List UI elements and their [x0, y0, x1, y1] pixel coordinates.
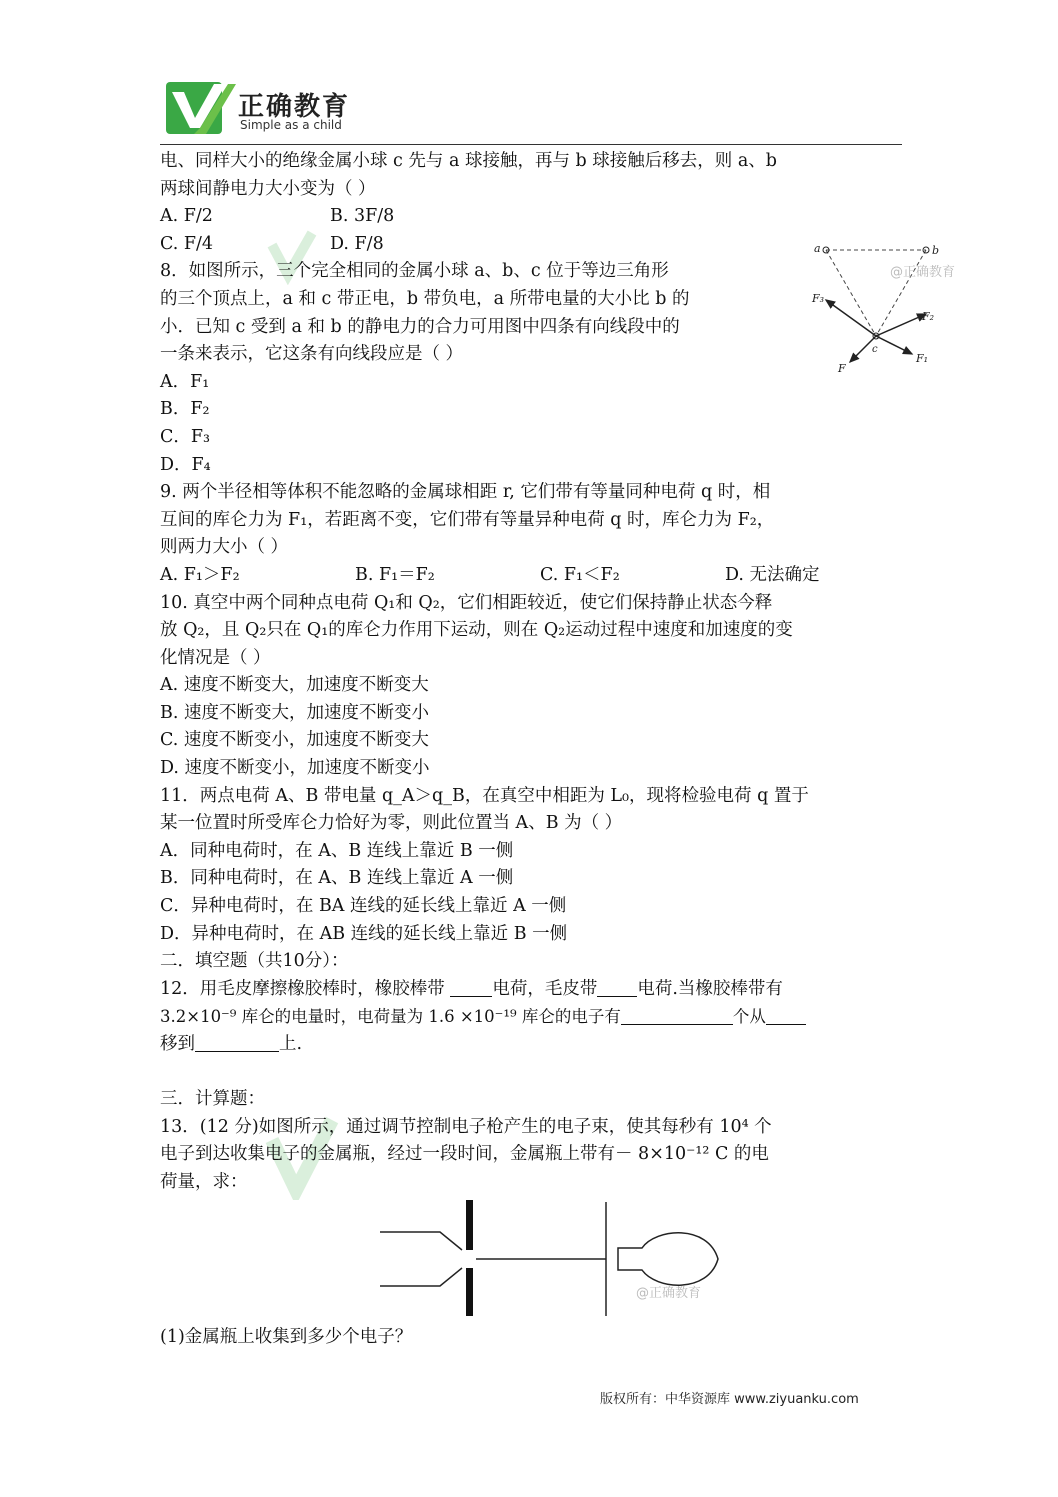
triangle-edge [826, 250, 876, 336]
arrow-f2 [876, 314, 926, 336]
question-subpart [160, 1324, 902, 1352]
option-b: B. F₁＝F₂ [355, 564, 435, 585]
text-line: 放 Q₂，且 Q₂只在 Q₁的库仑力作用下运动，则在 Q₂运动过程中速度和加速度的变 [160, 620, 793, 641]
question-body [160, 148, 902, 1197]
option-d: D. F/8 [330, 233, 384, 254]
text-line [160, 1031, 902, 1059]
label-b: b [932, 244, 940, 257]
text-fragment: 上. [279, 1034, 303, 1054]
arrow-f1 [876, 336, 912, 354]
text-line: 两球间静电力大小变为（ ） [160, 178, 376, 199]
option-c: C. 速度不断变小，加速度不断变大 [160, 730, 429, 751]
text-line: 则两力大小（ ） [160, 537, 289, 558]
text-line: 某一位置时所受库仑力恰好为零，则此位置当 A、B 为（ ） [160, 813, 623, 834]
logo-check-icon [166, 82, 236, 136]
section-heading: 二．填空题（共10分）： [160, 951, 349, 972]
page-footer: 版权所有：中华资源库 www.ziyuanku.com [600, 1392, 859, 1407]
text-line: 小．已知 c 受到 a 和 b 的静电力的合力可用图中四条有向线段中的 [160, 316, 680, 337]
text-line: 电子到达收集电子的金属瓶，经过一段时间，金属瓶上带有－ 8×10⁻¹² C 的电 [160, 1144, 769, 1165]
text-line: 互间的库仑力为 F₁，若距离不变，它们带有等量异种电荷 q 时，库仑力为 F₂， [160, 509, 775, 530]
option-a: A. 速度不断变大，加速度不断变大 [160, 675, 429, 696]
option-a: A. F₁＞F₂ [160, 564, 240, 585]
page-header [166, 82, 906, 148]
label-a: a [814, 242, 821, 255]
text-line: 化情况是（ ） [160, 647, 271, 668]
option-c: C. F₁＜F₂ [540, 564, 620, 585]
text-fragment: 12．用毛皮摩擦橡胶棒时，橡胶棒带 [160, 978, 445, 999]
text-fragment: 移到 [160, 1034, 195, 1054]
answer-blank[interactable] [597, 978, 637, 997]
text-line: 一条来表示，它这条有向线段应是（ ） [160, 344, 464, 365]
logo-subtitle: Simple as a child [240, 118, 342, 132]
option-b: B．同种电荷时，在 A、B 连线上靠近 A 一侧 [160, 868, 514, 889]
section-heading: 三．计算题： [160, 1089, 265, 1110]
text-line: 10. 真空中两个同种点电荷 Q₁和 Q₂，它们相距较近，使它们保持静止状态今释 [160, 592, 773, 613]
metal-bottle [618, 1233, 718, 1285]
text-line: (1)金属瓶上收集到多少个电子？ [160, 1327, 413, 1347]
watermark-text: @正确教育 [890, 265, 956, 280]
aperture-upper [466, 1200, 473, 1250]
answer-blank[interactable] [195, 1033, 279, 1052]
option-a: A. F/2 [160, 206, 213, 227]
option-a: A．F₁ [160, 371, 210, 392]
text-fragment: 个从 [732, 1007, 766, 1027]
text-line: 荷量，求： [160, 1171, 248, 1192]
option-a: A．同种电荷时，在 A、B 连线上靠近 B 一侧 [160, 840, 514, 861]
option-row [160, 231, 902, 259]
aperture-lower [466, 1268, 473, 1316]
text-line: 8．如图所示，三个完全相同的金属小球 a、b、c 位于等边三角形 [160, 261, 669, 282]
answer-blank[interactable] [450, 978, 492, 997]
gun-upper-plate [380, 1232, 462, 1250]
option-d: D．F₄ [160, 454, 211, 475]
text-fragment: 3.2×10⁻⁹ 库仑的电量时，电荷量为 1.6 ×10⁻¹⁹ 库仑的电子有 [160, 1007, 621, 1027]
label-c: c [872, 344, 878, 355]
option-b: B. 3F/8 [330, 206, 395, 227]
gun-lower-plate [380, 1268, 462, 1286]
label-f3: F₃ [812, 292, 825, 305]
spacer [160, 1059, 902, 1087]
option-c: C．F₃ [160, 426, 211, 447]
header-divider [160, 144, 902, 145]
label-f2: F₂ [922, 310, 935, 323]
watermark-text: @正确教育 [636, 1286, 702, 1301]
text-fragment: 电荷，毛皮带 [492, 978, 598, 999]
arrow-f3 [826, 300, 876, 336]
text-line: 9. 两个半径相等体积不能忽略的金属球相距 r, 它们带有等量同种电荷 q 时，相 [160, 482, 771, 503]
option-b: B. 速度不断变大，加速度不断变小 [160, 702, 429, 723]
text-line: 的三个顶点上，a 和 c 带正电，b 带负电，a 所带电量的大小比 b 的 [160, 288, 690, 309]
text-line [160, 1003, 902, 1031]
option-row [160, 203, 902, 231]
text-line: 11．两点电荷 A、B 带电量 q_A＞q_B，在真空中相距为 L₀，现将检验电荷 q 置于 [160, 785, 809, 806]
text-line: 13．(12 分)如图所示，通过调节控制电子枪产生的电子束，使其每秒有 10⁴ 个 [160, 1116, 772, 1137]
option-d: D. 速度不断变小，加速度不断变小 [160, 758, 430, 779]
logo-title: 正确教育 [238, 92, 351, 122]
option-row [160, 562, 902, 590]
triangle-force-diagram [808, 238, 968, 378]
option-b: B．F₂ [160, 399, 210, 420]
text-fragment: 电荷.当橡胶棒带有 [637, 978, 783, 999]
option-d: D. 无法确定 [725, 564, 820, 585]
text-line [160, 976, 902, 1004]
text-line: 电、同样大小的绝缘金属小球 c 先与 a 球接触，再与 b 球接触后移去，则 a、b [160, 151, 778, 171]
answer-blank[interactable] [766, 1006, 806, 1025]
option-c: C．异种电荷时，在 BA 连线的延长线上靠近 A 一侧 [160, 896, 567, 917]
option-c: C. F/4 [160, 233, 214, 254]
answer-blank[interactable] [621, 1006, 733, 1025]
label-f1: F₁ [916, 352, 929, 365]
label-f: F [838, 362, 846, 375]
option-d: D．异种电荷时，在 AB 连线的延长线上靠近 B 一侧 [160, 923, 568, 944]
